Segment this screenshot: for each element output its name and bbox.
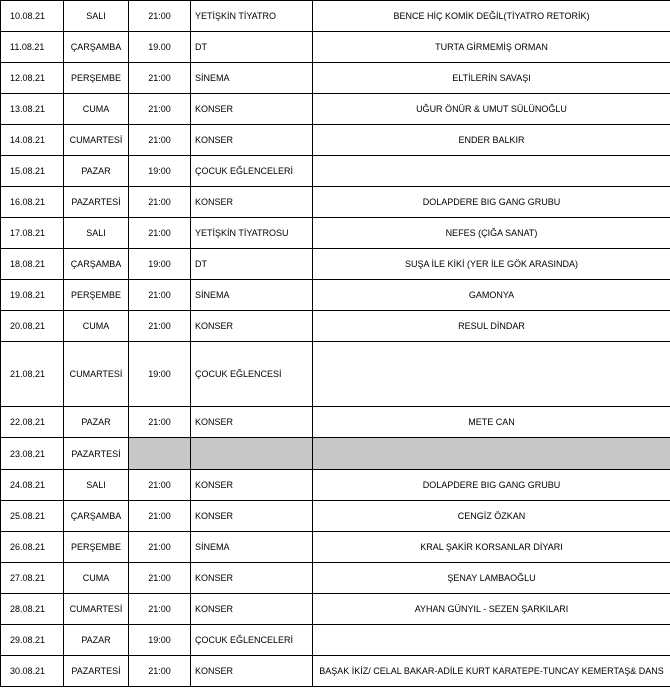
day-cell[interactable]: CUMARTESİ: [64, 125, 129, 156]
time-cell[interactable]: 21:00: [129, 501, 191, 532]
table-row: [1, 1, 670, 32]
event-cell[interactable]: METE CAN: [313, 407, 670, 438]
event-cell[interactable]: [313, 342, 670, 407]
type-cell[interactable]: SİNEMA: [191, 280, 313, 311]
event-cell[interactable]: [313, 156, 670, 187]
day-cell[interactable]: PAZARTESİ: [64, 187, 129, 218]
type-cell[interactable]: KONSER: [191, 125, 313, 156]
time-cell[interactable]: 21:00: [129, 407, 191, 438]
date-cell[interactable]: 22.08.21: [1, 407, 64, 438]
day-cell[interactable]: PERŞEMBE: [64, 280, 129, 311]
table-row: [1, 94, 670, 125]
type-cell[interactable]: ÇOCUK EĞLENCELERİ: [191, 625, 313, 656]
event-cell[interactable]: BAŞAK İKİZ/ CELAL BAKAR-ADİLE KURT KARATEPE-TUNCAY KEMERTAŞ& DANS: [313, 656, 670, 687]
day-cell[interactable]: ÇARŞAMBA: [64, 32, 129, 63]
type-cell[interactable]: DT: [191, 32, 313, 63]
type-cell[interactable]: [191, 438, 313, 470]
day-cell[interactable]: PAZARTESİ: [64, 438, 129, 470]
table-row: [1, 125, 670, 156]
table-row: [1, 311, 670, 342]
table-row: [1, 594, 670, 625]
date-cell[interactable]: 24.08.21: [1, 470, 64, 501]
day-cell[interactable]: CUMARTESİ: [64, 342, 129, 407]
type-cell[interactable]: KONSER: [191, 187, 313, 218]
time-cell[interactable]: 21:00: [129, 656, 191, 687]
date-cell[interactable]: 30.08.21: [1, 656, 64, 687]
event-cell[interactable]: DOLAPDERE BIG GANG GRUBU: [313, 187, 670, 218]
table-row: [1, 470, 670, 501]
date-cell[interactable]: 21.08.21: [1, 342, 64, 407]
event-cell[interactable]: SUŞA İLE KİKİ (YER İLE GÖK ARASINDA): [313, 249, 670, 280]
event-cell[interactable]: ENDER BALKIR: [313, 125, 670, 156]
event-cell[interactable]: KRAL ŞAKİR KORSANLAR DİYARI: [313, 532, 670, 563]
day-cell[interactable]: PERŞEMBE: [64, 532, 129, 563]
day-cell[interactable]: PAZARTESİ: [64, 656, 129, 687]
table-row: [1, 625, 670, 656]
type-cell[interactable]: KONSER: [191, 94, 313, 125]
table-row: [1, 32, 670, 63]
time-cell[interactable]: 21:00: [129, 563, 191, 594]
type-cell[interactable]: YETİŞKİN TİYATRO: [191, 1, 313, 32]
date-cell[interactable]: 12.08.21: [1, 63, 64, 94]
time-cell[interactable]: 19:00: [129, 156, 191, 187]
date-cell[interactable]: 19.08.21: [1, 280, 64, 311]
time-cell[interactable]: 21:00: [129, 63, 191, 94]
time-cell[interactable]: 21:00: [129, 311, 191, 342]
event-cell[interactable]: [313, 625, 670, 656]
bottom-strip: [0, 693, 670, 698]
time-cell[interactable]: 21:00: [129, 1, 191, 32]
type-cell[interactable]: DT: [191, 249, 313, 280]
table-row: [1, 532, 670, 563]
event-cell[interactable]: UĞUR ÖNÜR & UMUT SÜLÜNOĞLU: [313, 94, 670, 125]
time-cell[interactable]: 21:00: [129, 187, 191, 218]
date-cell[interactable]: 28.08.21: [1, 594, 64, 625]
time-cell[interactable]: [129, 438, 191, 470]
date-cell[interactable]: 16.08.21: [1, 187, 64, 218]
date-cell[interactable]: 20.08.21: [1, 311, 64, 342]
event-cell[interactable]: ELTİLERİN SAVAŞI: [313, 63, 670, 94]
event-cell[interactable]: RESUL DİNDAR: [313, 311, 670, 342]
time-cell[interactable]: 21:00: [129, 94, 191, 125]
table-row: [1, 656, 670, 687]
date-cell[interactable]: 11.08.21: [1, 32, 64, 63]
date-cell[interactable]: 15.08.21: [1, 156, 64, 187]
event-cell[interactable]: DOLAPDERE BIG GANG GRUBU: [313, 470, 670, 501]
type-cell[interactable]: SİNEMA: [191, 63, 313, 94]
time-cell[interactable]: 19:00: [129, 249, 191, 280]
time-cell[interactable]: 21:00: [129, 280, 191, 311]
time-cell[interactable]: 21:00: [129, 532, 191, 563]
event-cell[interactable]: [313, 438, 670, 470]
day-cell[interactable]: PAZAR: [64, 625, 129, 656]
table-row: [1, 438, 670, 470]
schedule-body: [1, 1, 670, 687]
day-cell[interactable]: PAZAR: [64, 407, 129, 438]
type-cell[interactable]: KONSER: [191, 311, 313, 342]
time-cell[interactable]: 19:00: [129, 342, 191, 407]
table-row: [1, 407, 670, 438]
date-cell[interactable]: 13.08.21: [1, 94, 64, 125]
event-cell[interactable]: BENCE HİÇ KOMİK DEĞİL(TİYATRO RETORİK): [313, 1, 670, 32]
day-cell[interactable]: SALI: [64, 218, 129, 249]
event-cell[interactable]: NEFES (ÇIĞA SANAT): [313, 218, 670, 249]
type-cell[interactable]: KONSER: [191, 594, 313, 625]
day-cell[interactable]: ÇARŞAMBA: [64, 249, 129, 280]
day-cell[interactable]: CUMARTESİ: [64, 594, 129, 625]
date-cell[interactable]: 17.08.21: [1, 218, 64, 249]
table-row: [1, 218, 670, 249]
day-cell[interactable]: PERŞEMBE: [64, 63, 129, 94]
event-cell[interactable]: TURTA GİRMEMİŞ ORMAN: [313, 32, 670, 63]
date-cell[interactable]: 23.08.21: [1, 438, 64, 470]
day-cell[interactable]: PAZAR: [64, 156, 129, 187]
type-cell[interactable]: ÇOCUK EĞLENCELERİ: [191, 156, 313, 187]
table-row: [1, 280, 670, 311]
event-cell[interactable]: ŞENAY LAMBAOĞLU: [313, 563, 670, 594]
day-cell[interactable]: SALI: [64, 470, 129, 501]
time-cell[interactable]: 21:00: [129, 218, 191, 249]
table-row: [1, 156, 670, 187]
table-row: [1, 563, 670, 594]
table-row: [1, 63, 670, 94]
time-cell[interactable]: 19:00: [129, 625, 191, 656]
time-cell[interactable]: 21:00: [129, 125, 191, 156]
type-cell[interactable]: YETİŞKİN TİYATROSU: [191, 218, 313, 249]
day-cell[interactable]: CUMA: [64, 94, 129, 125]
time-cell[interactable]: 19.00: [129, 32, 191, 63]
date-cell[interactable]: 18.08.21: [1, 249, 64, 280]
event-cell[interactable]: CENGİZ ÖZKAN: [313, 501, 670, 532]
type-cell[interactable]: KONSER: [191, 407, 313, 438]
date-cell[interactable]: 25.08.21: [1, 501, 64, 532]
day-cell[interactable]: ÇARŞAMBA: [64, 501, 129, 532]
date-cell[interactable]: 10.08.21: [1, 1, 64, 32]
type-cell[interactable]: KONSER: [191, 470, 313, 501]
type-cell[interactable]: KONSER: [191, 656, 313, 687]
day-cell[interactable]: CUMA: [64, 311, 129, 342]
time-cell[interactable]: 21:00: [129, 470, 191, 501]
date-cell[interactable]: 27.08.21: [1, 563, 64, 594]
table-row: [1, 501, 670, 532]
event-cell[interactable]: GAMONYA: [313, 280, 670, 311]
event-cell[interactable]: AYHAN GÜNYIL - SEZEN ŞARKILARI: [313, 594, 670, 625]
day-cell[interactable]: CUMA: [64, 563, 129, 594]
type-cell[interactable]: KONSER: [191, 501, 313, 532]
table-row: [1, 187, 670, 218]
table-row: [1, 342, 670, 407]
time-cell[interactable]: 21:00: [129, 594, 191, 625]
date-cell[interactable]: 29.08.21: [1, 625, 64, 656]
type-cell[interactable]: ÇOCUK EĞLENCESİ: [191, 342, 313, 407]
type-cell[interactable]: SİNEMA: [191, 532, 313, 563]
table-row: [1, 249, 670, 280]
day-cell[interactable]: SALI: [64, 1, 129, 32]
date-cell[interactable]: 14.08.21: [1, 125, 64, 156]
date-cell[interactable]: 26.08.21: [1, 532, 64, 563]
type-cell[interactable]: KONSER: [191, 563, 313, 594]
